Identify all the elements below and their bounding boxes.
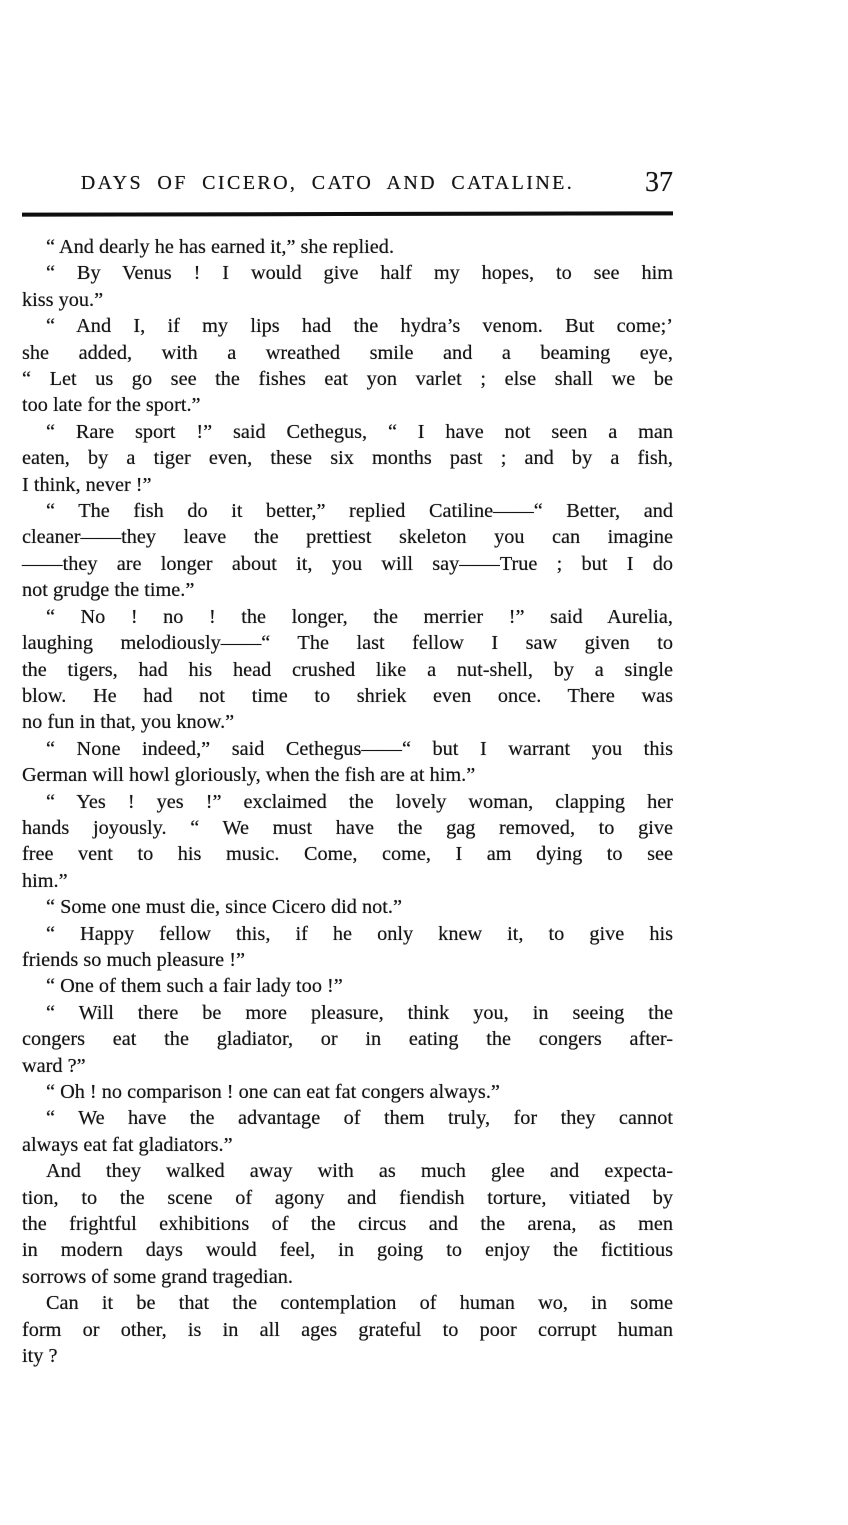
paragraph — [22, 1158, 673, 1290]
text-line: kiss you.” — [22, 288, 104, 311]
text-line: in modern days would feel, in going to enjoy the fictitious — [22, 1239, 673, 1262]
text-line: “ Oh ! no comparison ! one can eat fat congers always.” — [46, 1081, 500, 1103]
text-line: always eat fat gladiators.” — [22, 1133, 233, 1156]
page-content — [22, 167, 673, 1369]
paragraph — [22, 498, 673, 604]
header-rule — [22, 211, 673, 216]
paragraph — [22, 921, 673, 974]
text-line: she added, with a wreathed smile and a beaming eye, — [22, 341, 673, 364]
text-line: sorrows of some grand tragedian. — [22, 1265, 293, 1288]
text-line: “ No ! no ! the longer, the merrier !” said Aurelia, — [46, 605, 673, 628]
text-line: “ By Venus ! I would give half my hopes, to see him — [46, 262, 673, 285]
paragraph — [22, 234, 673, 260]
text-line: “ One of them such a fair lady too !” — [46, 975, 343, 998]
text-line: hands joyously. “ We must have the gag removed, to give — [22, 816, 673, 839]
text-line: “ And dearly he has earned it,” she replied. — [46, 236, 395, 258]
text-line: “ The fish do it better,” replied Catiline——“ Better, and — [46, 500, 673, 523]
text-line: congers eat the gladiator, or in eating the congers after- — [22, 1028, 673, 1051]
paragraph — [22, 260, 673, 313]
text-line: “ Let us go see the fishes eat yon varlet ; else shall we be — [22, 368, 673, 391]
paragraph — [22, 1000, 673, 1079]
text-line: form or other, is in all ages grateful to poor corrupt human — [22, 1318, 673, 1341]
text-line: cleaner——they leave the prettiest skeleton you can imagine — [22, 526, 673, 549]
text-line: laughing melodiously——“ The last fellow I saw given to — [22, 632, 673, 655]
page-number: 37 — [645, 167, 673, 198]
text-line: “ Rare sport !” said Cethegus, “ I have not seen a man — [46, 420, 673, 443]
text-line: I think, never !” — [22, 473, 152, 496]
text-line: too late for the sport.” — [22, 394, 201, 417]
paragraph — [22, 419, 673, 498]
text-line: blow. He had not time to shriek even once. There was — [22, 684, 673, 707]
text-line: “ Yes ! yes !” exclaimed the lovely woman, clapping her — [46, 790, 673, 813]
paragraph — [22, 894, 673, 920]
text-line: “ Will there be more pleasure, think you, in seeing the — [46, 1001, 673, 1024]
paragraph — [22, 789, 673, 895]
text-line: eaten, by a tiger even, these six months past ; and by a fish, — [22, 447, 673, 470]
text-line: “ Some one must die, since Cicero did not.” — [46, 896, 402, 919]
text-line: “ We have the advantage of them truly, for they cannot — [46, 1107, 673, 1130]
paragraph — [22, 604, 673, 736]
page-header — [22, 167, 673, 204]
paragraph — [22, 1105, 673, 1158]
text-line: tion, to the scene of agony and fiendish torture, vitiated by — [22, 1186, 673, 1209]
text-line: ward ?” — [22, 1054, 86, 1077]
text-line: him.” — [22, 869, 68, 892]
text-line: “ None indeed,” said Cethegus——“ but I warrant you this — [46, 737, 673, 760]
running-title: DAYS OF CICERO, CATO AND CATALINE. — [80, 172, 575, 194]
text-block — [22, 234, 673, 1369]
text-line: “ Happy fellow this, if he only knew it, to give his — [46, 922, 673, 945]
paragraph — [22, 1079, 673, 1105]
text-line: ——they are longer about it, you will say——True ; but I do — [22, 552, 673, 575]
text-line: friends so much pleasure !” — [22, 948, 246, 971]
text-line: not grudge the time.” — [22, 579, 195, 602]
text-line: And they walked away with as much glee and expecta- — [46, 1160, 673, 1183]
text-line: the tigers, had his head crushed like a nut-shell, by a single — [22, 658, 673, 681]
paragraph — [22, 1290, 673, 1369]
paragraph — [22, 736, 673, 789]
text-line: German will howl gloriously, when the fish are at him.” — [22, 764, 476, 787]
text-line: Can it be that the contemplation of human wo, in some — [46, 1292, 673, 1315]
text-line: free vent to his music. Come, come, I am dying to see — [22, 843, 673, 866]
text-line: the frightful exhibitions of the circus and the arena, as men — [22, 1213, 673, 1236]
text-line: no fun in that, you know.” — [22, 711, 235, 734]
text-line: “ And I, if my lips had the hydra’s venom. But come;’ — [46, 315, 673, 338]
text-line: ity ? — [22, 1345, 58, 1368]
paragraph — [22, 313, 673, 419]
paragraph — [22, 973, 673, 999]
